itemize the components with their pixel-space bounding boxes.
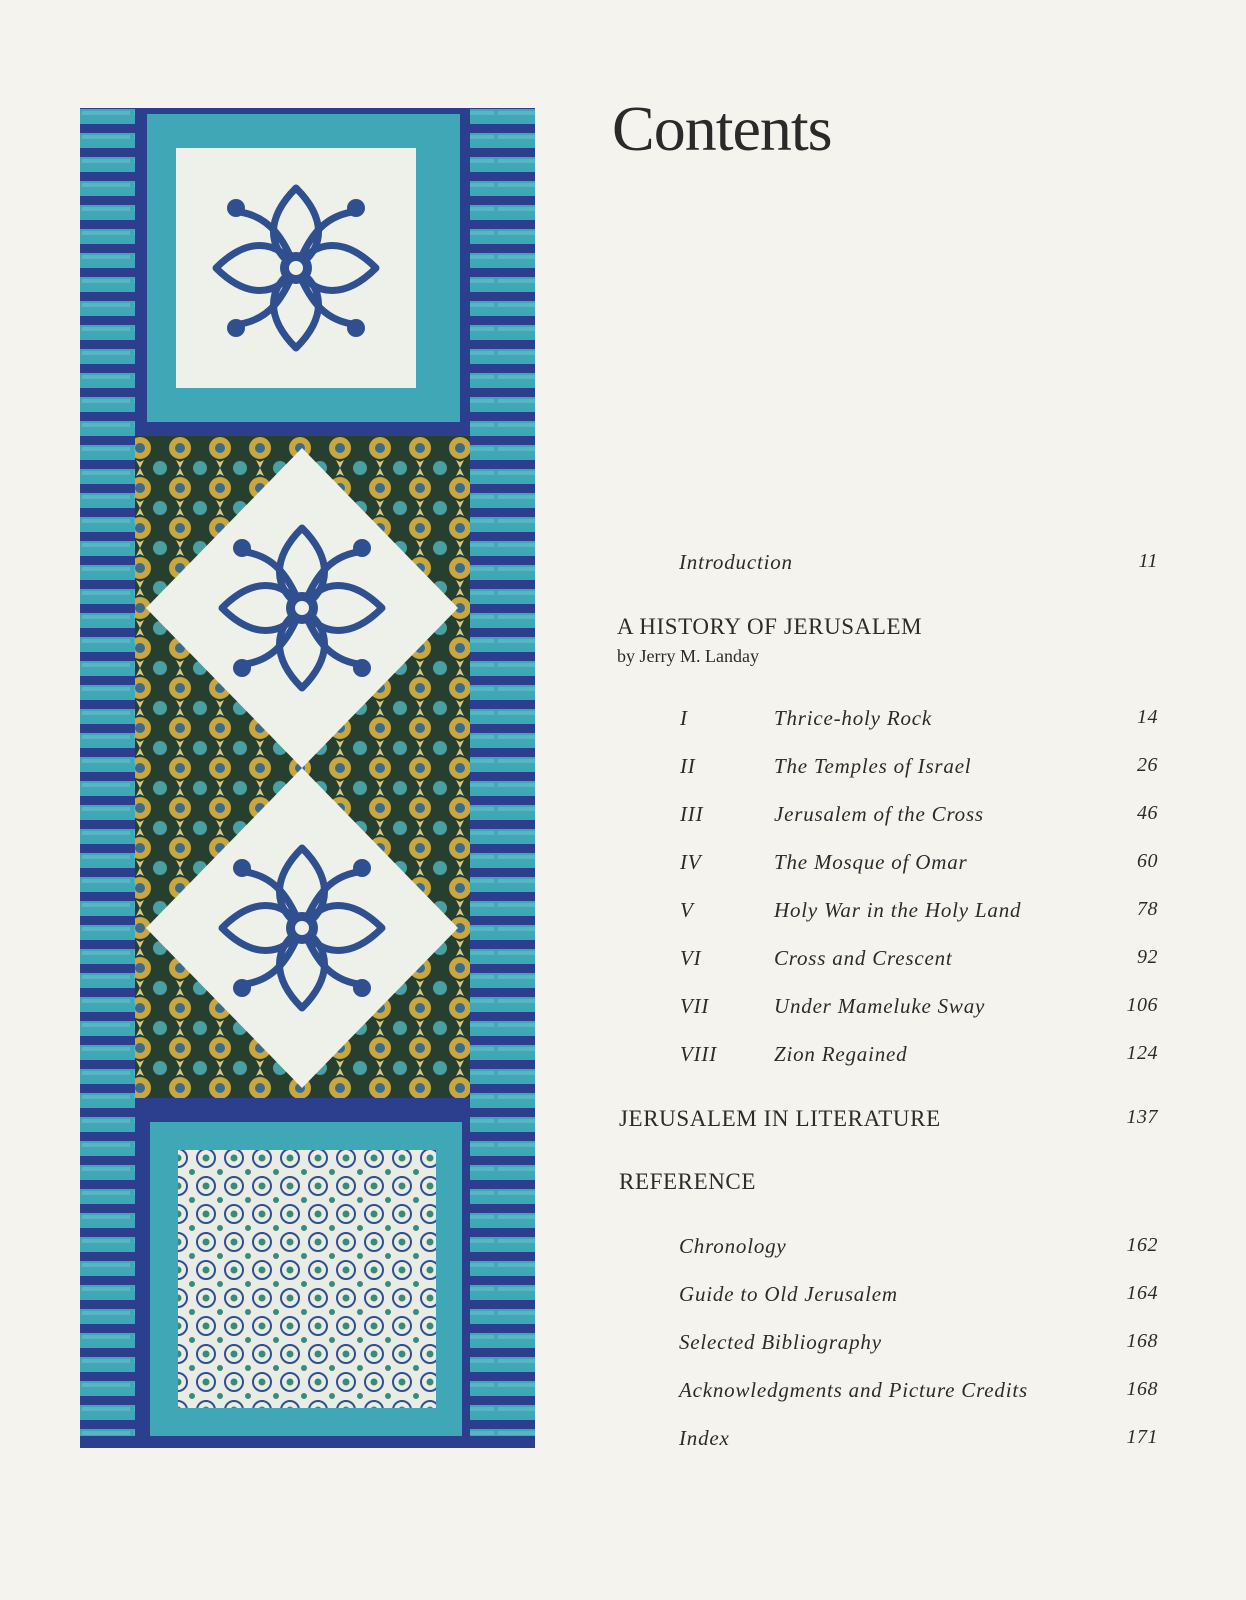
toc-page-number: 171 xyxy=(1126,1426,1158,1448)
toc-page-number: 168 xyxy=(1126,1330,1158,1352)
toc-entry-introduction[interactable] xyxy=(0,550,1246,580)
chapter-numeral: VIII xyxy=(680,1042,718,1066)
chapter-numeral: I xyxy=(680,706,688,730)
toc-reference-row[interactable] xyxy=(0,1426,1246,1456)
toc-reference-row[interactable] xyxy=(0,1378,1246,1408)
section-heading: A HISTORY OF JERUSALEM xyxy=(617,614,923,639)
toc-page-number: 78 xyxy=(1137,898,1158,920)
reference-title: Chronology xyxy=(679,1234,787,1258)
toc-chapter-row[interactable] xyxy=(0,754,1246,784)
section-heading: JERUSALEM IN LITERATURE xyxy=(619,1106,941,1131)
chapter-title: Zion Regained xyxy=(774,1042,908,1066)
section-heading-history xyxy=(0,614,1246,644)
reference-title: Index xyxy=(679,1426,730,1450)
chapter-title: Jerusalem of the Cross xyxy=(774,802,984,826)
toc-chapter-row[interactable] xyxy=(0,994,1246,1024)
chapter-numeral: III xyxy=(680,802,704,826)
toc-page-number: 92 xyxy=(1137,946,1158,968)
toc-chapter-row[interactable] xyxy=(0,1042,1246,1072)
toc-chapter-row[interactable] xyxy=(0,850,1246,880)
toc-page-number: 60 xyxy=(1137,850,1158,872)
toc-chapter-row[interactable] xyxy=(0,898,1246,928)
toc-reference-row[interactable] xyxy=(0,1282,1246,1312)
chapter-numeral: IV xyxy=(680,850,702,874)
toc-page-number: 26 xyxy=(1137,754,1158,776)
chapter-numeral: VI xyxy=(680,946,702,970)
page-title: Contents xyxy=(612,93,832,164)
toc-page-number: 164 xyxy=(1126,1282,1158,1304)
chapter-numeral: VII xyxy=(680,994,710,1018)
chapter-numeral: V xyxy=(680,898,694,922)
chapter-title: Thrice-holy Rock xyxy=(774,706,932,730)
toc-page-number: 168 xyxy=(1126,1378,1158,1400)
chapter-numeral: II xyxy=(680,754,696,778)
section-heading: REFERENCE xyxy=(619,1169,757,1194)
toc-page-number: 124 xyxy=(1126,1042,1158,1064)
toc-reference-row[interactable] xyxy=(0,1234,1246,1264)
toc-chapter-row[interactable] xyxy=(0,802,1246,832)
toc-chapter-row[interactable] xyxy=(0,946,1246,976)
toc-page-number: 106 xyxy=(1126,994,1158,1016)
toc-page-number: 162 xyxy=(1126,1234,1158,1256)
toc-chapter-row[interactable] xyxy=(0,706,1246,736)
chapter-title: Cross and Crescent xyxy=(774,946,953,970)
section-heading-reference xyxy=(0,1169,1246,1199)
toc-page-number: 14 xyxy=(1137,706,1158,728)
chapter-title: The Mosque of Omar xyxy=(774,850,968,874)
reference-title: Guide to Old Jerusalem xyxy=(679,1282,898,1306)
chapter-title: The Temples of Israel xyxy=(774,754,972,778)
toc-entry-title: Introduction xyxy=(679,550,793,574)
toc-page-number: 11 xyxy=(1138,550,1158,572)
author-byline: by Jerry M. Landay xyxy=(617,646,759,666)
toc-entry-literature[interactable] xyxy=(0,1106,1246,1136)
toc-reference-row[interactable] xyxy=(0,1330,1246,1360)
toc-page-number: 46 xyxy=(1137,802,1158,824)
reference-title: Acknowledgments and Picture Credits xyxy=(679,1378,1028,1402)
chapter-title: Holy War in the Holy Land xyxy=(774,898,1022,922)
reference-title: Selected Bibliography xyxy=(679,1330,882,1354)
chapter-title: Under Mameluke Sway xyxy=(774,994,986,1018)
toc-page-number: 137 xyxy=(1126,1106,1158,1128)
